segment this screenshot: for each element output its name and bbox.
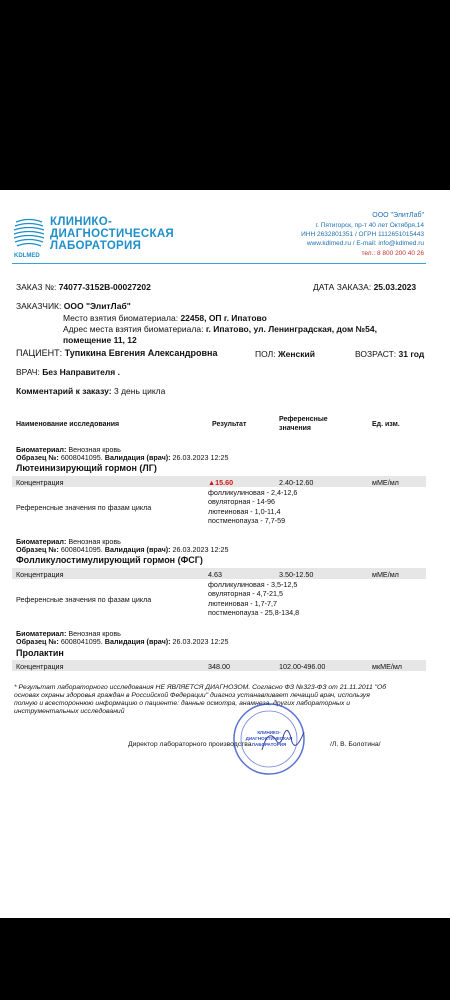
document-page	[0, 190, 450, 918]
patient	[16, 348, 217, 358]
sample-address-line2: помещение 11, 12	[63, 335, 137, 345]
test2-sample: Образец №: 6008041095. Валидация (врач): 26.03.2023 12:25	[16, 545, 229, 554]
test3-param: Концентрация	[16, 662, 64, 671]
test2-phase-label: Референсные значения по фазам цикла	[16, 595, 152, 604]
doctor-value: Без Направителя .	[42, 367, 120, 377]
company-inn: ИНН 2632801351 / ОГРН 1112651015443	[301, 231, 424, 238]
test3-title: Пролактин	[16, 648, 64, 658]
test3-sample: Образец №: 6008041095. Валидация (врач): 26.03.2023 12:25	[16, 637, 229, 646]
sample-place-label: Место взятия биоматериала:	[63, 313, 179, 323]
test1-phase-2: овуляторная - 14-96	[208, 497, 276, 506]
order-number-value: 74077-3152В-00027202	[58, 282, 151, 292]
stamp-text-2: ДИАГНОСТИЧЕСКАЯ	[245, 736, 293, 741]
test2-result: 4.63	[208, 570, 222, 579]
sex	[255, 349, 315, 359]
test2-param: Концентрация	[16, 570, 64, 579]
lab-logo-icon	[12, 216, 46, 252]
test3-result: 348.00	[208, 662, 230, 671]
company-phone: тел.: 8 800 200 40 26	[361, 250, 424, 257]
lab-name-line1: КЛИНИКО-	[50, 216, 113, 228]
col-header-name: Наименование исследования	[16, 421, 120, 428]
signature-icon	[258, 726, 308, 756]
footnote-line1: * Результат лабораторного исследования НЕ ЯВЛЯЕТСЯ ДИАГНОЗОМ. Согласно ФЗ №323-ФЗ от 21.11.2011 "Об	[14, 684, 387, 691]
test3-biomaterial: Биоматериал: Венозная кровь	[16, 629, 121, 638]
stamp-text-1: КЛИНИКО-	[257, 730, 281, 735]
test1-phase-4: постменопауза - 7,7-59	[208, 516, 286, 525]
sample-address-label: Адрес места взятия биоматериала:	[63, 324, 204, 334]
client-label: ЗАКАЗЧИК:	[16, 301, 62, 311]
test3-unit: мкМЕ/мл	[372, 662, 402, 671]
company-name: ООО "ЭлитЛаб"	[372, 212, 424, 219]
lab-name-line2: ДИАГНОСТИЧЕСКАЯ	[50, 228, 174, 240]
test2-biomaterial: Биоматериал: Венозная кровь	[16, 537, 121, 546]
order-date-value: 25.03.2023	[373, 282, 417, 292]
client-value: ООО "ЭлитЛаб"	[63, 301, 131, 311]
comment-value: 3 день цикла	[113, 386, 166, 396]
order-number	[16, 282, 151, 292]
comment-label: Комментарий к заказу:	[16, 386, 112, 396]
col-header-ref-line2: значения	[279, 425, 311, 432]
test2-title: Фолликулостимулирующий гормон (ФСГ)	[16, 555, 203, 565]
doctor	[16, 367, 120, 377]
test1-sample: Образец №: 6008041095. Валидация (врач): 26.03.2023 12:25	[16, 453, 229, 462]
col-header-result: Результат	[212, 421, 247, 428]
stamp-text-3: ЛАБОРАТОРИЯ	[251, 742, 287, 747]
test2-phase-4: постменопауза - 25,8-134,8	[208, 608, 300, 617]
footnote-line3: полную и всестороннюю информацию о пациенте: данные осмотра, анамнеза, других лабораторных и	[14, 700, 351, 707]
footnote-line2: основах охраны здоровья граждан в Российской Федерации" диагноз устанавливает лечащий врач, используя	[14, 692, 370, 699]
sex-value: Женский	[277, 349, 315, 359]
sample-address-value: г. Ипатово, ул. Ленинградская, дом №54,	[205, 324, 377, 334]
order-date	[313, 282, 416, 292]
test3-ref: 102.00-496.00	[279, 662, 326, 671]
client	[16, 301, 131, 311]
test1-result: ▲15.60	[208, 478, 234, 487]
sample-address	[63, 324, 377, 334]
brand-label: KDLMED	[14, 253, 40, 259]
director-name: /Л. В. Болотина/	[330, 741, 381, 748]
test1-biomaterial: Биоматериал: Венозная кровь	[16, 445, 121, 454]
col-header-ref-line1: Референсные	[279, 416, 328, 423]
col-header-unit: Ед. изм.	[372, 421, 400, 428]
patient-label: ПАЦИЕНТ:	[16, 348, 63, 358]
sex-label: ПОЛ:	[255, 349, 276, 359]
sample-place-value: 22458, ОП г. Ипатово	[180, 313, 267, 323]
test1-phase-label: Референсные значения по фазам цикла	[16, 503, 152, 512]
test2-phase-1: фолликулиновая - 3,5-12,5	[208, 580, 298, 589]
test1-title: Лютеинизирующий гормон (ЛГ)	[16, 463, 157, 473]
test1-phase-1: фолликулиновая - 2,4-12,6	[208, 488, 298, 497]
test2-unit: мМЕ/мл	[372, 570, 399, 579]
director-label: Директор лабораторного производства	[128, 741, 252, 748]
company-web: www.kdlmed.ru / E-mail: info@kdlmed.ru	[306, 240, 424, 247]
test1-unit: мМЕ/мл	[372, 478, 399, 487]
order-comment	[16, 386, 165, 396]
order-number-label: ЗАКАЗ №:	[16, 282, 57, 292]
doctor-label: ВРАЧ:	[16, 367, 40, 377]
lab-name-line3: ЛАБОРАТОРИЯ	[50, 240, 142, 252]
patient-value: Тупикина Евгения Александровна	[64, 348, 218, 358]
age-label: ВОЗРАСТ:	[355, 349, 397, 359]
order-date-label: ДАТА ЗАКАЗА:	[313, 282, 372, 292]
sample-place	[63, 313, 267, 323]
company-address: г. Пятигорск, пр-т 40 лет Октября,14	[315, 222, 424, 229]
test2-phase-3: лютеиновая - 1,7-7,7	[208, 599, 278, 608]
test2-ref: 3.50-12.50	[279, 570, 314, 579]
test2-phase-2: овуляторная - 4,7-21,5	[208, 589, 284, 598]
test1-param: Концентрация	[16, 478, 64, 487]
age	[355, 349, 424, 359]
footnote-line4: инструментальных исследований	[14, 708, 125, 715]
test1-ref: 2.40-12.60	[279, 478, 314, 487]
header-divider	[12, 263, 426, 264]
test1-phase-3: лютеиновая - 1,0-11,4	[208, 507, 281, 516]
age-value: 31 год	[398, 349, 425, 359]
